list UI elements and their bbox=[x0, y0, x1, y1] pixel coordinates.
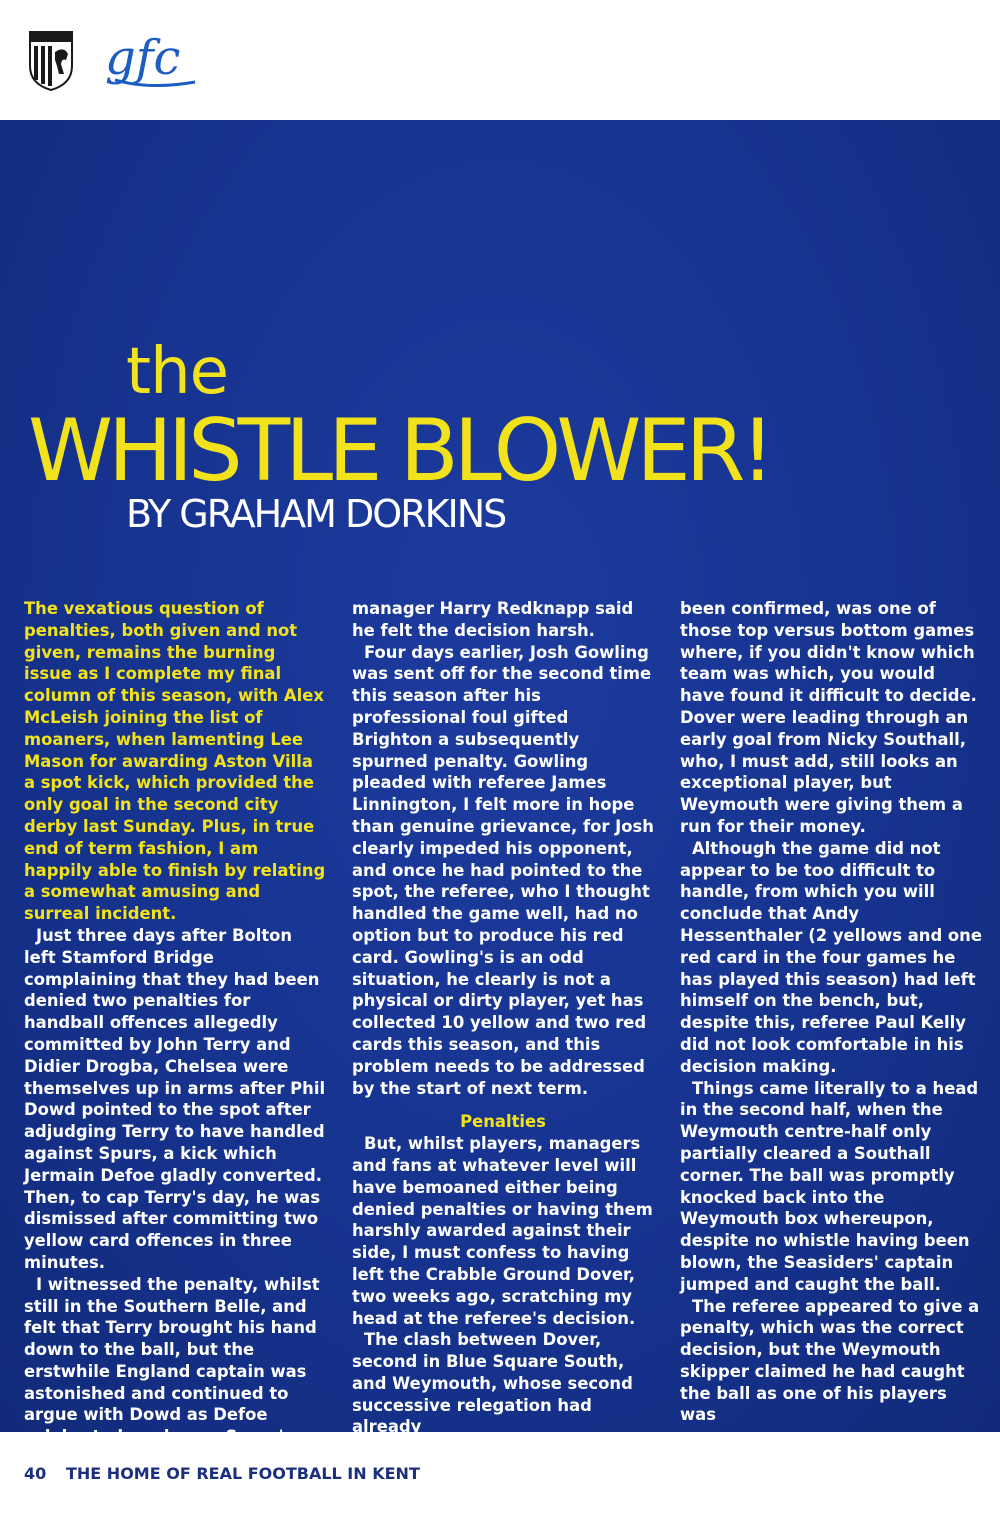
gfc-logo bbox=[105, 30, 200, 92]
paragraph: Four days earlier, Josh Gowling was sent off for the second time this season after his professional foul gifted Brighton a subsequently spurned penalty. Gowling pleaded with referee James Linnington, I felt more in hope than genuine grievance, for Josh clearly impeded his opponent, and once he had pointed to the spot, the referee, who I thought handled the game well, had no option but to produce his red card. Gowling's is an odd situation, he clearly is not a physical or dirty player, yet has collected 10 yellow and two red cards this season, and this problem needs to be addressed by the start of next term. bbox=[352, 642, 654, 1098]
gillingham-crest-icon bbox=[28, 30, 74, 92]
paragraph: Things came literally to a head in the second half, when the Weymouth centre-half only partially cleared a Southall corner. The ball was promptly knocked back into the Weymouth box whereupon, despite no whistle having been blown, the Seasiders' captain jumped and caught the ball. bbox=[680, 1078, 979, 1294]
paragraph: But, whilst players, managers and fans at whatever level will have bemoaned either being denied penalties or having them harshly awarded against their side, I must confess to having left the Crabble Ground Dover, two weeks ago, scratching my head at the referee's decision. bbox=[352, 1134, 653, 1328]
section-subhead: Penalties bbox=[460, 1112, 546, 1132]
footer-tagline: THE HOME OF REAL FOOTBALL IN KENT bbox=[66, 1464, 420, 1483]
article-column-3 bbox=[680, 598, 982, 1426]
page-number: 40 bbox=[24, 1464, 47, 1483]
paragraph: Although the game did not appear to be too difficult to handle, from which you will conclude that Andy Hessenthaler (2 yellows and one red card in the four games he has played this season) had left himself on the bench, but, despite this, referee Paul Kelly did not look comfortable in his decision making. bbox=[680, 838, 982, 1076]
paragraph: I witnessed the penalty, whilst still in the Southern Belle, and felt that Terry brought his hand down to the ball, but the erstwhile England captain was astonished and continued to argue with Dowd as Defoe celebrated, and even Spurs' bbox=[24, 1274, 320, 1447]
svg-text:gfc: gfc bbox=[105, 30, 181, 86]
page-header bbox=[0, 0, 1000, 120]
paragraph: manager Harry Redknapp said he felt the decision harsh. bbox=[352, 599, 634, 640]
article-column-2 bbox=[352, 598, 654, 1438]
paragraph: The referee appeared to give a penalty, which was the correct decision, but the Weymouth skipper claimed he had caught the ball as one of his players was bbox=[680, 1296, 980, 1425]
byline: BY GRAHAM DORKINS bbox=[126, 492, 506, 536]
article-column-1 bbox=[24, 598, 326, 1448]
paragraph: Just three days after Bolton left Stamford Bridge complaining that they had been denied two penalties for handball offences allegedly committed by John Terry and Didier Drogba, Chelsea were themselves up in arms after Phil Dowd pointed to the spot after adjudging Terry to have handled against Spurs, a kick which Jermain Defoe gladly converted. Then, to cap Terry's day, he was dismissed after committing two yellow card offences in three minutes. bbox=[24, 925, 326, 1272]
title-the: the bbox=[126, 335, 229, 409]
page-title: WHISTLE BLOWER! bbox=[28, 401, 770, 501]
paragraph: The clash between Dover, second in Blue Square South, and Weymouth, whose second successive relegation had already bbox=[352, 1330, 633, 1437]
paragraph: been confirmed, was one of those top versus bottom games where, if you didn't know which team was which, you would have found it difficult to decide. Dover were leading through an early goal from Nicky Southall, who, I must add, still looks an exceptional player, but Weymouth were giving them a run for their money. bbox=[680, 599, 977, 836]
intro-paragraph: The vexatious question of penalties, both given and not given, remains the burning issue as I complete my final column of this season, with Alex McLeish joining the list of moaners, when lamenting Lee Mason for awarding Aston Villa a spot kick, which provided the only goal in the second city derby last Sunday. Plus, in true end of term fashion, I am happily able to finish by relating a somewhat amusing and surreal incident. bbox=[24, 599, 326, 924]
